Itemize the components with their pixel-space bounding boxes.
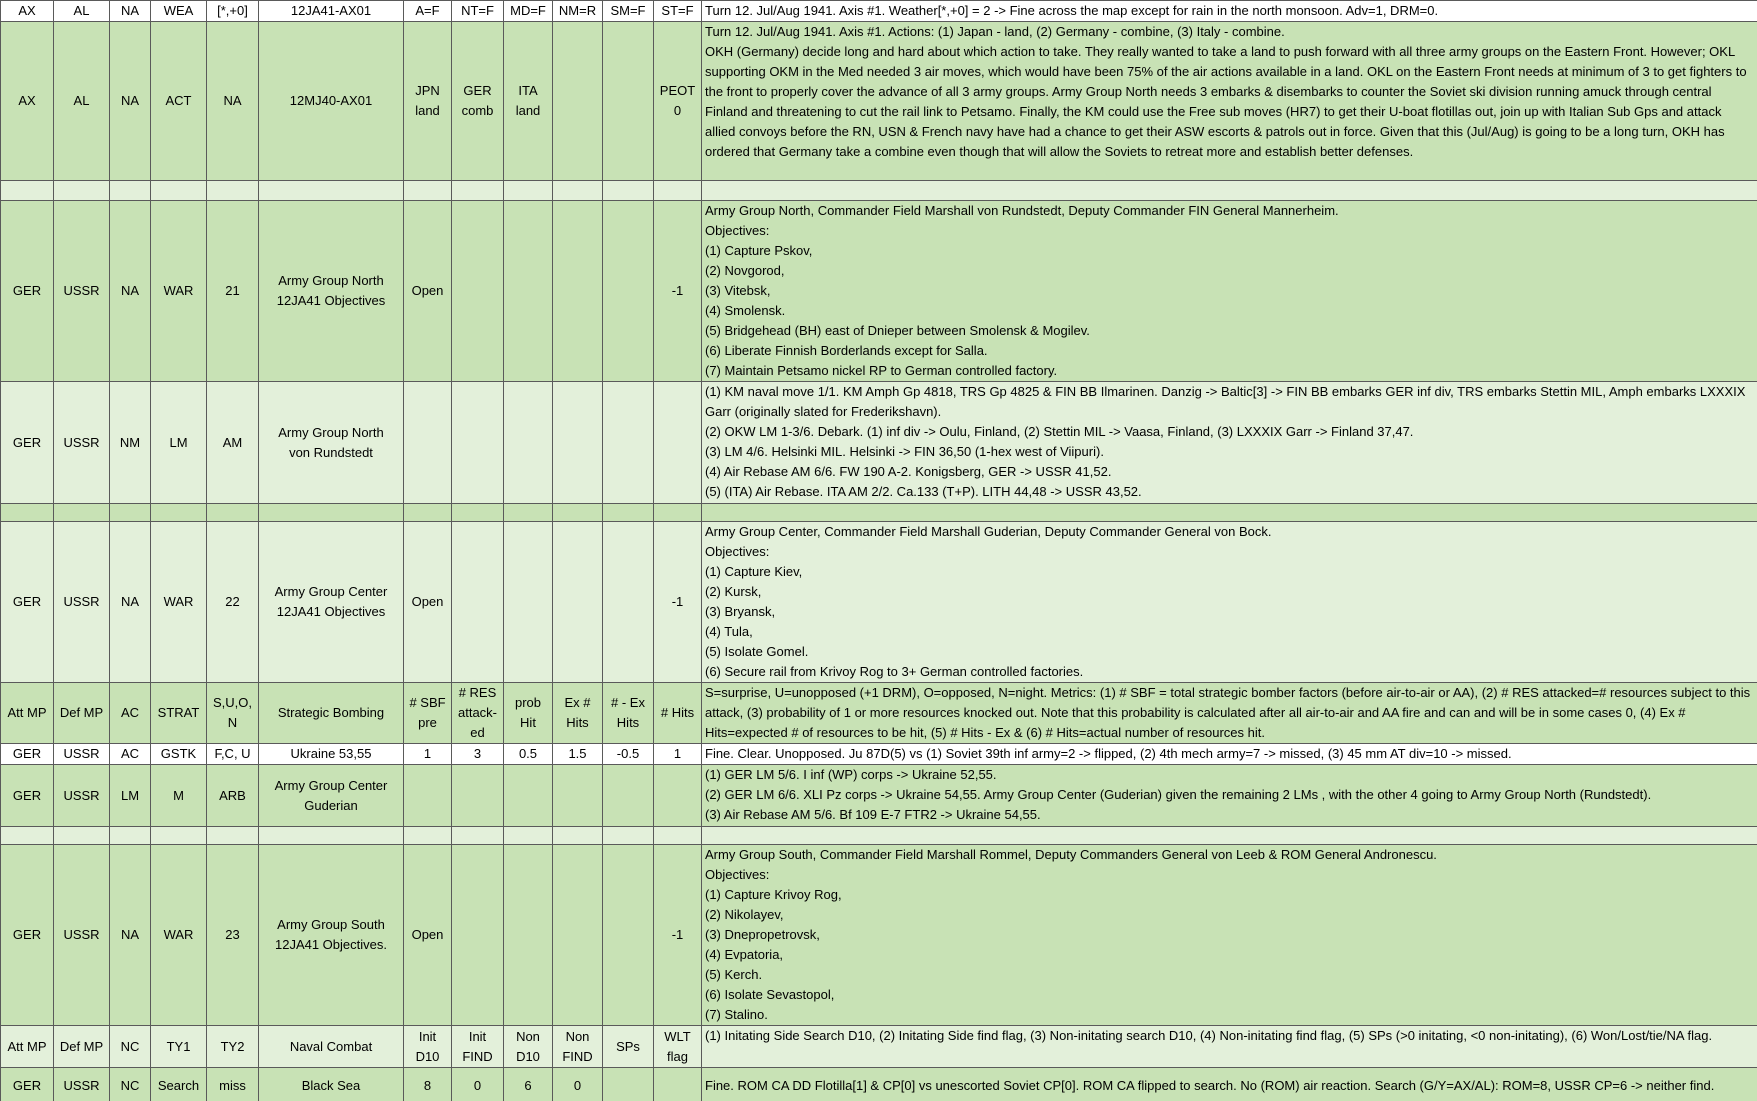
cell[interactable]: [654, 382, 702, 504]
cell[interactable]: [654, 827, 702, 845]
cell[interactable]: Non D10: [504, 1026, 553, 1068]
cell[interactable]: [504, 845, 553, 1026]
cell[interactable]: Open: [404, 201, 452, 382]
cell[interactable]: [603, 765, 654, 827]
cell[interactable]: TY2: [207, 1026, 259, 1068]
cell[interactable]: [603, 845, 654, 1026]
cell[interactable]: GSTK: [151, 744, 207, 765]
cell[interactable]: SM=F: [603, 1, 654, 22]
cell[interactable]: [207, 827, 259, 845]
cell[interactable]: [452, 181, 504, 201]
cell[interactable]: 1: [404, 744, 452, 765]
cell[interactable]: [259, 504, 404, 522]
cell[interactable]: ARB: [207, 765, 259, 827]
cell[interactable]: 21: [207, 201, 259, 382]
table-row: [1, 845, 1757, 1026]
cell[interactable]: GER comb: [452, 22, 504, 181]
cell[interactable]: USSR: [54, 845, 110, 1026]
cell[interactable]: [151, 181, 207, 201]
cell[interactable]: [1, 827, 54, 845]
cell[interactable]: 6: [504, 1068, 553, 1101]
cell[interactable]: GER: [1, 522, 54, 683]
cell[interactable]: Army Group North von Rundstedt: [259, 382, 404, 504]
cell[interactable]: AC: [110, 683, 151, 744]
cell[interactable]: AC: [110, 744, 151, 765]
table-row: [1, 382, 1757, 504]
notes-cell[interactable]: [702, 504, 1757, 522]
cell[interactable]: [553, 382, 603, 504]
cell[interactable]: [452, 845, 504, 1026]
cell[interactable]: [504, 382, 553, 504]
cell[interactable]: USSR: [54, 1068, 110, 1101]
cell[interactable]: [654, 1068, 702, 1101]
cell[interactable]: [259, 181, 404, 201]
cell[interactable]: Def MP: [54, 683, 110, 744]
cell[interactable]: AL: [54, 1, 110, 22]
cell[interactable]: [553, 201, 603, 382]
cell[interactable]: LM: [110, 765, 151, 827]
cell[interactable]: NA: [110, 22, 151, 181]
notes-cell[interactable]: (1) Initating Side Search D10, (2) Initating Side find flag, (3) Non-initating search D10, (4) Non-initating find flag, (5) SPs (>0 initating, <0 non-initating), (6) Won/Lost/tie/NA flag.: [702, 1026, 1757, 1068]
cell[interactable]: [*,+0]: [207, 1, 259, 22]
cell[interactable]: AX: [1, 22, 54, 181]
cell[interactable]: [504, 522, 553, 683]
notes-cell[interactable]: (1) KM naval move 1/1. KM Amph Gp 4818, TRS Gp 4825 & FIN BB Ilmarinen. Danzig -> Baltic[3] -> FIN BB embarks GER inf div, TRS embarks Stettin MIL, Amph embarks LXXXIX Garr (originally slated for Frederikshavn). (2) OKW LM 1-3/6. Debark. (1) inf div -> Oulu, Finland, (2) Stettin MIL -> Vaasa, Finland, (3) LXXXIX Garr -> Finland 37,47. (3) LM 4/6. Helsinki MIL. Helsinki -> FIN 36,50 (1-hex west of Viipuri). (4) Air Rebase AM 6/6. FW 190 A-2. Konigsberg, GER -> USSR 41,52. (5) (ITA) Air Rebase. ITA AM 2/2. Ca.133 (T+P). LITH 44,48 -> USSR 43,52.: [702, 382, 1757, 504]
cell[interactable]: [553, 765, 603, 827]
table-row: [1, 1026, 1757, 1068]
table-row: [1, 522, 1757, 683]
cell[interactable]: Black Sea: [259, 1068, 404, 1101]
cell[interactable]: NA: [207, 22, 259, 181]
cell[interactable]: ITA land: [504, 22, 553, 181]
table-row: [1, 181, 1757, 201]
cell[interactable]: NC: [110, 1068, 151, 1101]
cell[interactable]: miss: [207, 1068, 259, 1101]
cell[interactable]: Init FIND: [452, 1026, 504, 1068]
notes-cell[interactable]: S=surprise, U=unopposed (+1 DRM), O=opposed, N=night. Metrics: (1) # SBF = total strategic bomber factors (before air-to-air or AA), (2) # RES attacked=# resources subject to this attack, (3) probability of 1 or more resources knocked out. Note that this probability is calculated after all air-to-air and AA fire and can and will be in some cases 0, (4) Ex # Hits=expected # of resources to be hit, (5) # Hits - Ex & (6) # Hits=actual number of resources hit.: [702, 683, 1757, 744]
cell[interactable]: AL: [54, 22, 110, 181]
cell[interactable]: [553, 827, 603, 845]
cell[interactable]: [553, 22, 603, 181]
cell[interactable]: USSR: [54, 522, 110, 683]
cell[interactable]: Ukraine 53,55: [259, 744, 404, 765]
cell[interactable]: SPs: [603, 1026, 654, 1068]
notes-cell[interactable]: Turn 12. Jul/Aug 1941. Axis #1. Weather[*,+0] = 2 -> Fine across the map except for rain in the north monsoon. Adv=1, DRM=0.: [702, 1, 1757, 22]
cell[interactable]: [404, 382, 452, 504]
cell[interactable]: Army Group Center 12JA41 Objectives: [259, 522, 404, 683]
cell[interactable]: 12JA41-AX01: [259, 1, 404, 22]
cell[interactable]: [504, 765, 553, 827]
cell[interactable]: [54, 827, 110, 845]
cell[interactable]: TY1: [151, 1026, 207, 1068]
cell[interactable]: GER: [1, 845, 54, 1026]
cell[interactable]: prob Hit: [504, 683, 553, 744]
cell[interactable]: GER: [1, 382, 54, 504]
cell[interactable]: 0: [452, 1068, 504, 1101]
cell[interactable]: [1, 504, 54, 522]
cell[interactable]: USSR: [54, 201, 110, 382]
cell[interactable]: NA: [110, 1, 151, 22]
cell[interactable]: MD=F: [504, 1, 553, 22]
cell[interactable]: NM=R: [553, 1, 603, 22]
cell[interactable]: USSR: [54, 382, 110, 504]
cell[interactable]: [452, 504, 504, 522]
cell[interactable]: Army Group Center Guderian: [259, 765, 404, 827]
cell[interactable]: Naval Combat: [259, 1026, 404, 1068]
cell[interactable]: Def MP: [54, 1026, 110, 1068]
cell[interactable]: GER: [1, 201, 54, 382]
notes-cell[interactable]: Fine. ROM CA DD Flotilla[1] & CP[0] vs unescorted Soviet CP[0]. ROM CA flipped to search. No (ROM) air reaction. Search (G/Y=AX/AL): ROM=8, USSR CP=6 -> neither find.: [702, 1068, 1757, 1101]
table-row: [1, 1068, 1757, 1101]
table-row: [1, 827, 1757, 845]
cell[interactable]: [404, 827, 452, 845]
cell[interactable]: [504, 201, 553, 382]
cell[interactable]: [504, 181, 553, 201]
cell[interactable]: [452, 201, 504, 382]
cell[interactable]: GER: [1, 1068, 54, 1101]
cell[interactable]: 3: [452, 744, 504, 765]
cell[interactable]: STRAT: [151, 683, 207, 744]
cell[interactable]: [404, 181, 452, 201]
cell[interactable]: [452, 765, 504, 827]
cell[interactable]: WLT flag: [654, 1026, 702, 1068]
cell[interactable]: JPN land: [404, 22, 452, 181]
cell[interactable]: LM: [151, 382, 207, 504]
cell[interactable]: Init D10: [404, 1026, 452, 1068]
cell[interactable]: PEOT 0: [654, 22, 702, 181]
cell[interactable]: [654, 181, 702, 201]
cell[interactable]: [452, 827, 504, 845]
cell[interactable]: NM: [110, 382, 151, 504]
cell[interactable]: GER: [1, 744, 54, 765]
cell[interactable]: F,C, U: [207, 744, 259, 765]
cell[interactable]: AM: [207, 382, 259, 504]
cell[interactable]: [603, 504, 654, 522]
cell[interactable]: Open: [404, 845, 452, 1026]
cell[interactable]: # RES attack- ed: [452, 683, 504, 744]
notes-cell[interactable]: Fine. Clear. Unopposed. Ju 87D(5) vs (1) Soviet 39th inf army=2 -> flipped, (2) 4th mech army=7 -> missed, (3) 45 mm AT div=10 -> missed.: [702, 744, 1757, 765]
cell[interactable]: [404, 765, 452, 827]
cell[interactable]: M: [151, 765, 207, 827]
cell[interactable]: [151, 827, 207, 845]
cell[interactable]: [404, 504, 452, 522]
cell[interactable]: AX: [1, 1, 54, 22]
notes-cell[interactable]: [702, 181, 1757, 201]
cell[interactable]: [654, 765, 702, 827]
cell[interactable]: [603, 201, 654, 382]
cell[interactable]: 1.5: [553, 744, 603, 765]
cell[interactable]: Att MP: [1, 1026, 54, 1068]
cell[interactable]: 22: [207, 522, 259, 683]
cell[interactable]: NA: [110, 201, 151, 382]
cell[interactable]: 1: [654, 744, 702, 765]
cell[interactable]: -1: [654, 845, 702, 1026]
notes-cell[interactable]: Army Group Center, Commander Field Marshall Guderian, Deputy Commander General von Bock. Objectives: (1) Capture Kiev, (2) Kursk, (3) Bryansk, (4) Tula, (5) Isolate Gomel. (6) Secure rail from Krivoy Rog to 3+ German controlled factories.: [702, 522, 1757, 683]
cell[interactable]: Strategic Bombing: [259, 683, 404, 744]
cell[interactable]: NA: [110, 522, 151, 683]
cell[interactable]: Att MP: [1, 683, 54, 744]
cell[interactable]: Open: [404, 522, 452, 683]
cell[interactable]: [553, 181, 603, 201]
table-row: [1, 504, 1757, 522]
cell[interactable]: 23: [207, 845, 259, 1026]
cell[interactable]: A=F: [404, 1, 452, 22]
cell[interactable]: # - Ex Hits: [603, 683, 654, 744]
cell[interactable]: [603, 1068, 654, 1101]
cell[interactable]: ST=F: [654, 1, 702, 22]
cell[interactable]: [207, 181, 259, 201]
cell[interactable]: [553, 845, 603, 1026]
cell[interactable]: [54, 181, 110, 201]
cell[interactable]: WAR: [151, 522, 207, 683]
table-row: [1, 744, 1757, 765]
cell[interactable]: [603, 181, 654, 201]
cell[interactable]: [54, 504, 110, 522]
cell[interactable]: [1, 181, 54, 201]
notes-cell[interactable]: (1) GER LM 5/6. I inf (WP) corps -> Ukraine 52,55. (2) GER LM 6/6. XLI Pz corps -> Ukraine 54,55. Army Group Center (Guderian) given the remaining 2 LMs , with the other 4 going to Army Group North (Rundstedt). (3) Air Rebase AM 5/6. Bf 109 E-7 FTR2 -> Ukraine 54,55.: [702, 765, 1757, 827]
cell[interactable]: 0.5: [504, 744, 553, 765]
cell[interactable]: GER: [1, 765, 54, 827]
table-row: [1, 683, 1757, 744]
cell[interactable]: Army Group North 12JA41 Objectives: [259, 201, 404, 382]
table-row: [1, 22, 1757, 181]
cell[interactable]: WAR: [151, 845, 207, 1026]
cell[interactable]: 12MJ40-AX01: [259, 22, 404, 181]
cell[interactable]: 8: [404, 1068, 452, 1101]
cell[interactable]: [110, 827, 151, 845]
cell[interactable]: NT=F: [452, 1, 504, 22]
table-row: [1, 201, 1757, 382]
cell[interactable]: [603, 827, 654, 845]
cell[interactable]: USSR: [54, 744, 110, 765]
cell[interactable]: Army Group South 12JA41 Objectives.: [259, 845, 404, 1026]
cell[interactable]: # SBF pre: [404, 683, 452, 744]
table-row: [1, 1, 1757, 22]
cell[interactable]: WAR: [151, 201, 207, 382]
cell[interactable]: [553, 504, 603, 522]
cell[interactable]: Search: [151, 1068, 207, 1101]
notes-cell[interactable]: [702, 827, 1757, 845]
notes-cell[interactable]: Army Group South, Commander Field Marshall Rommel, Deputy Commanders General von Leeb & ROM General Andronescu. Objectives: (1) Capture Krivoy Rog, (2) Nikolayev, (3) Dnepropetrovsk, (4) Evpatoria, (5) Kerch. (6) Isolate Sevastopol, (7) Stalino.: [702, 845, 1757, 1026]
cell[interactable]: Ex # Hits: [553, 683, 603, 744]
cell[interactable]: [452, 382, 504, 504]
cell[interactable]: # Hits: [654, 683, 702, 744]
cell[interactable]: Non FIND: [553, 1026, 603, 1068]
cell[interactable]: 0: [553, 1068, 603, 1101]
cell[interactable]: [603, 382, 654, 504]
cell[interactable]: [504, 827, 553, 845]
cell[interactable]: [654, 504, 702, 522]
cell[interactable]: S,U,O,N: [207, 683, 259, 744]
cell[interactable]: [603, 22, 654, 181]
table-row: [1, 765, 1757, 827]
cell[interactable]: -1: [654, 201, 702, 382]
cell[interactable]: WEA: [151, 1, 207, 22]
cell[interactable]: [603, 522, 654, 683]
cell[interactable]: NA: [110, 845, 151, 1026]
cell[interactable]: [151, 504, 207, 522]
cell[interactable]: [452, 522, 504, 683]
cell[interactable]: [553, 522, 603, 683]
cell[interactable]: [259, 827, 404, 845]
cell[interactable]: -0.5: [603, 744, 654, 765]
cell[interactable]: -1: [654, 522, 702, 683]
notes-cell[interactable]: Turn 12. Jul/Aug 1941. Axis #1. Actions: (1) Japan - land, (2) Germany - combine, (3) Italy - combine. OKH (Germany) decide long and hard about which action to take. They really wanted to take a land to push forward with all three army groups on the Eastern Front. However; OKL supporting OKM in the Med needed 3 air moves, which would have been 75% of the air actions available in a land. OKL on the Eastern Front needs at minimum of 3 to get fighters to the front to properly cover the advance of all 3 army groups. Army Group North needs 3 embarks & disembarks to counter the Soviet ski division running amuck through central Finland and threatening to cut the rail link to Petsamo. Finally, the KM could use the Free sub moves (HR7) to get their U-boat flotillas out, join up with Italian Sub Gps and attack allied convoys before the RN, USN & French navy have had a chance to get their ASW escorts & patrols out in force. Given that this (Jul/Aug) is going to be a long turn, OKH has ordered that Germany take a combine even though that will allow the Soviets to retreat more and establish better defenses.: [702, 22, 1757, 181]
cell[interactable]: NC: [110, 1026, 151, 1068]
cell[interactable]: ACT: [151, 22, 207, 181]
cell[interactable]: USSR: [54, 765, 110, 827]
cell[interactable]: [504, 504, 553, 522]
cell[interactable]: [110, 504, 151, 522]
notes-cell[interactable]: Army Group North, Commander Field Marshall von Rundstedt, Deputy Commander FIN General Mannerheim. Objectives: (1) Capture Pskov, (2) Novgorod, (3) Vitebsk, (4) Smolensk. (5) Bridgehead (BH) east of Dnieper between Smolensk & Mogilev. (6) Liberate Finnish Borderlands except for Salla. (7) Maintain Petsamo nickel RP to German controlled factory.: [702, 201, 1757, 382]
cell[interactable]: [207, 504, 259, 522]
cell[interactable]: [110, 181, 151, 201]
